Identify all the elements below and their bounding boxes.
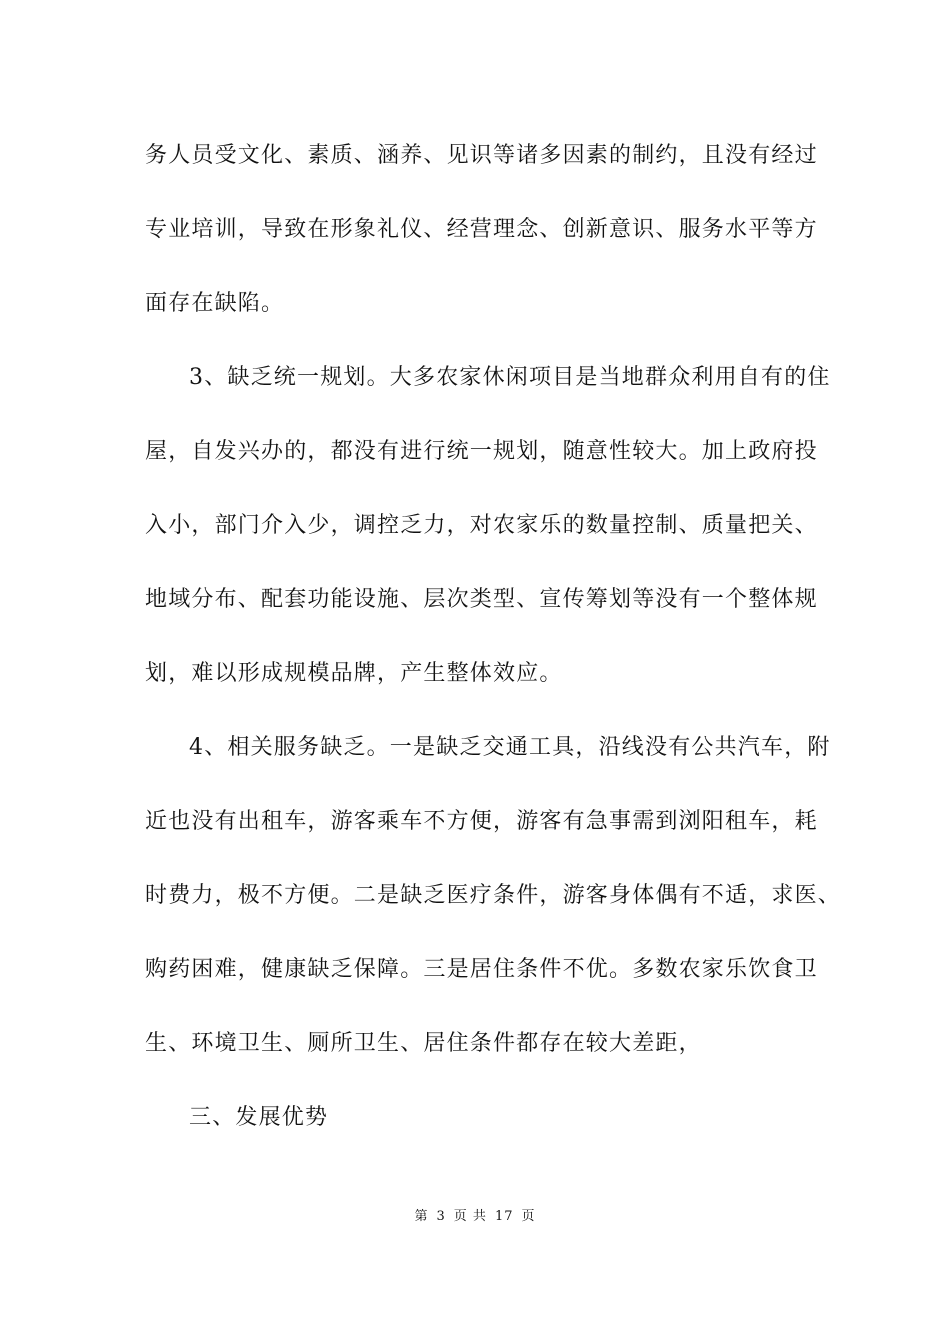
footer-mid: 页 共	[453, 1209, 487, 1224]
paragraph-start-line: 3、缺乏统一规划。大多农家休闲项目是当地群众利用自有的住	[189, 365, 831, 390]
body-text-line: 生、环境卫生、厕所卫生、居住条件都存在较大差距，	[145, 1031, 702, 1056]
body-text-line: 屋，自发兴办的，都没有进行统一规划，随意性较大。加上政府投	[145, 439, 818, 464]
body-text-line: 划，难以形成规模品牌，产生整体效应。	[145, 661, 563, 686]
body-text-line: 近也没有出租车，游客乘车不方便，游客有急事需到浏阳租车，耗	[145, 809, 818, 834]
body-text-line: 专业培训，导致在形象礼仪、经营理念、创新意识、服务水平等方	[145, 217, 818, 242]
footer-suffix: 页	[521, 1209, 536, 1224]
footer-total-pages: 17	[494, 1209, 514, 1224]
body-text-line: 入小，部门介入少，调控乏力，对农家乐的数量控制、质量把关、	[145, 513, 818, 538]
footer-page-number: 3	[436, 1209, 446, 1224]
section-heading: 三、发展优势	[189, 1105, 329, 1130]
body-text-line: 面存在缺陷。	[145, 291, 285, 316]
paragraph-start-line: 4、相关服务缺乏。一是缺乏交通工具，沿线没有公共汽车，附	[189, 735, 831, 760]
body-text-line: 务人员受文化、素质、涵养、见识等诸多因素的制约，且没有经过	[145, 143, 818, 168]
body-text-line: 购药困难，健康缺乏保障。三是居住条件不优。多数农家乐饮食卫	[145, 957, 818, 982]
body-text-line: 时费力，极不方便。二是缺乏医疗条件，游客身体偶有不适，求医、	[145, 883, 842, 908]
page-footer	[0, 1208, 950, 1226]
footer-prefix: 第	[414, 1209, 429, 1224]
body-text-line: 地域分布、配套功能设施、层次类型、宣传筹划等没有一个整体规	[145, 587, 818, 612]
